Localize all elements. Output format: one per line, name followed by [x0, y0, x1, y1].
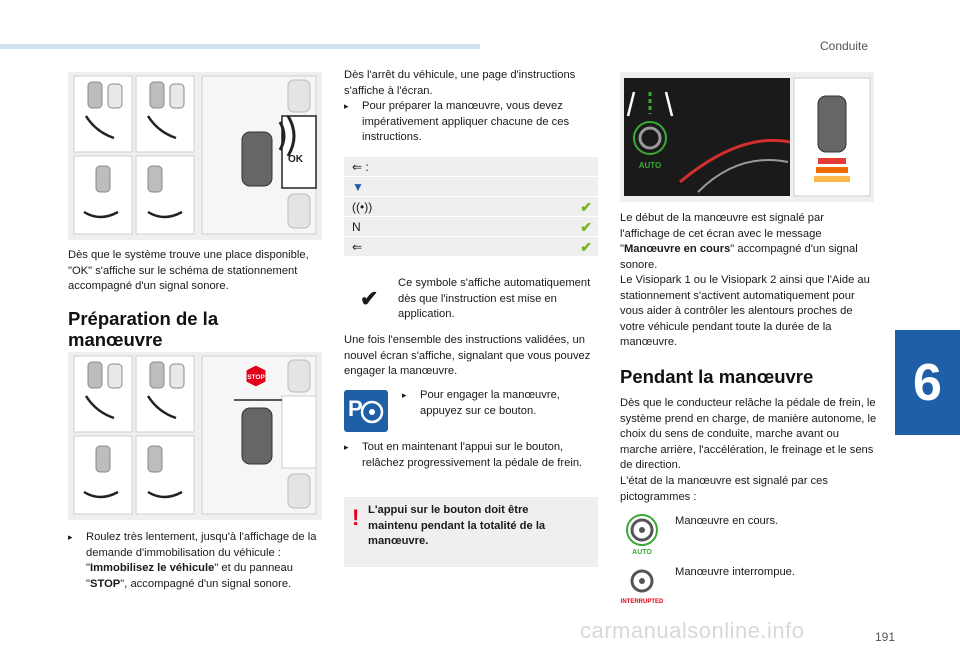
fig-ok-label: OK	[288, 154, 303, 165]
instruction-row: N ✔	[344, 217, 598, 237]
intro-paragraph: Dès que le système trouve une place disponible, "OK" s'affiche sur le schéma de stationnement accompagné d'un signal sonore.	[68, 249, 309, 293]
bullet-engage: ▸ Pour engager la manœuvre, appuyez sur ce bouton.	[402, 389, 560, 417]
bullet-arrow-icon: ▸	[402, 390, 407, 400]
figure-parking-stop	[68, 352, 322, 520]
page-number: 191	[875, 630, 896, 644]
figure-parking-ok	[68, 72, 322, 240]
instruction-row	[344, 177, 598, 197]
instruction-row: ⇐ :	[344, 157, 598, 177]
col3-paragraph-4: L'état de la manœuvre est signalé par ces pictogrammes :	[620, 475, 828, 503]
watermark: carmanualsonline.info	[580, 618, 805, 643]
symbol-explanation: Ce symbole s'affiche automatiquement dès que l'instruction est mise en application.	[398, 277, 591, 321]
heading-preparation: Préparation de la manœuvre	[68, 308, 219, 350]
chapter-tab: 6	[895, 330, 960, 435]
bullet-prepare: ▸ Pour préparer la manœuvre, vous devez impérativement appliquer chacune de ces instructions.	[344, 100, 570, 144]
bullet-arrow-icon: ▸	[68, 532, 73, 542]
warning-text: L'appui sur le bouton doit être maintenu pendant la totalité de la manœuvre.	[368, 504, 546, 548]
bullet-arrow-icon: ▸	[344, 101, 349, 111]
col3-paragraph-1: Le début de la manœuvre est signalé par l'affichage de cet écran avec le message "Manœuvre en cours" accompagné d'un signal sonore.	[620, 212, 858, 271]
warning-icon: !	[352, 505, 360, 530]
bullet-roll-slowly: ▸ Roulez très lentement, jusqu'à l'affichage de la demande d'immobilisation du véhicule : "Immobilisez le véhicule" et du panneau "STOP", accompagné d'un signal sonore.	[68, 531, 317, 590]
col2-paragraph-2: Une fois l'ensemble des instructions validées, un nouvel écran s'affiche, signalant que vous pouvez engager la manœuvre.	[344, 334, 591, 378]
bullet-arrow-icon: ▸	[344, 442, 349, 452]
instruction-list	[344, 157, 598, 257]
warning-box	[344, 497, 598, 567]
fig-stop-label: STOP	[247, 374, 265, 381]
picto-in-progress-label: Manœuvre en cours.	[675, 515, 779, 527]
checkmark-symbol-icon: ✔	[360, 286, 379, 311]
heading-during-maneuver: Pendant la manœuvre	[620, 366, 814, 387]
instruction-row: ((•)) ✔	[344, 197, 598, 217]
seatbelt-icon: ▼	[352, 179, 364, 194]
col2-paragraph-1: Dès l'arrêt du véhicule, une page d'instructions s'affiche à l'écran.	[344, 69, 576, 97]
col3-paragraph-2: Le Visiopark 1 ou le Visiopark 2 ainsi que l'Aide au stationnement s'activent automatiquement pour vous aider à contrôler les alentours proches de votre véhicule pendant toute la durée de la manœuvre.	[620, 274, 870, 349]
svg-text:INTERRUPTED: INTERRUPTED	[620, 599, 664, 605]
col3-paragraph-3: Dès que le conducteur relâche la pédale de frein, le système prend en charge, de manière autonome, le choix du sens de conduite, marche avant ou marche arrière, l'accélération, le freinage et le sens de direction.	[620, 397, 877, 472]
park-button-icon	[344, 390, 388, 432]
check-icon: ✔	[580, 239, 592, 255]
steering-auto-icon	[620, 512, 664, 556]
bullet-release-brake: ▸ Tout en maintenant l'appui sur le bouton, relâchez progressivement la pédale de frein.	[344, 441, 583, 469]
svg-text:AUTO: AUTO	[632, 549, 652, 556]
svg-text:AUTO: AUTO	[638, 161, 662, 170]
section-name: Conduite	[820, 39, 869, 53]
check-icon: ✔	[580, 219, 592, 235]
figure-maneuver-screen	[620, 72, 874, 202]
instruction-row: ⇐ ✔	[344, 237, 598, 257]
steering-interrupted-icon	[616, 563, 668, 607]
header-bar	[0, 44, 480, 49]
check-icon: ✔	[580, 199, 592, 215]
picto-interrupted-label: Manœuvre interrompue.	[675, 566, 795, 578]
svg-text:P: P	[348, 396, 363, 421]
